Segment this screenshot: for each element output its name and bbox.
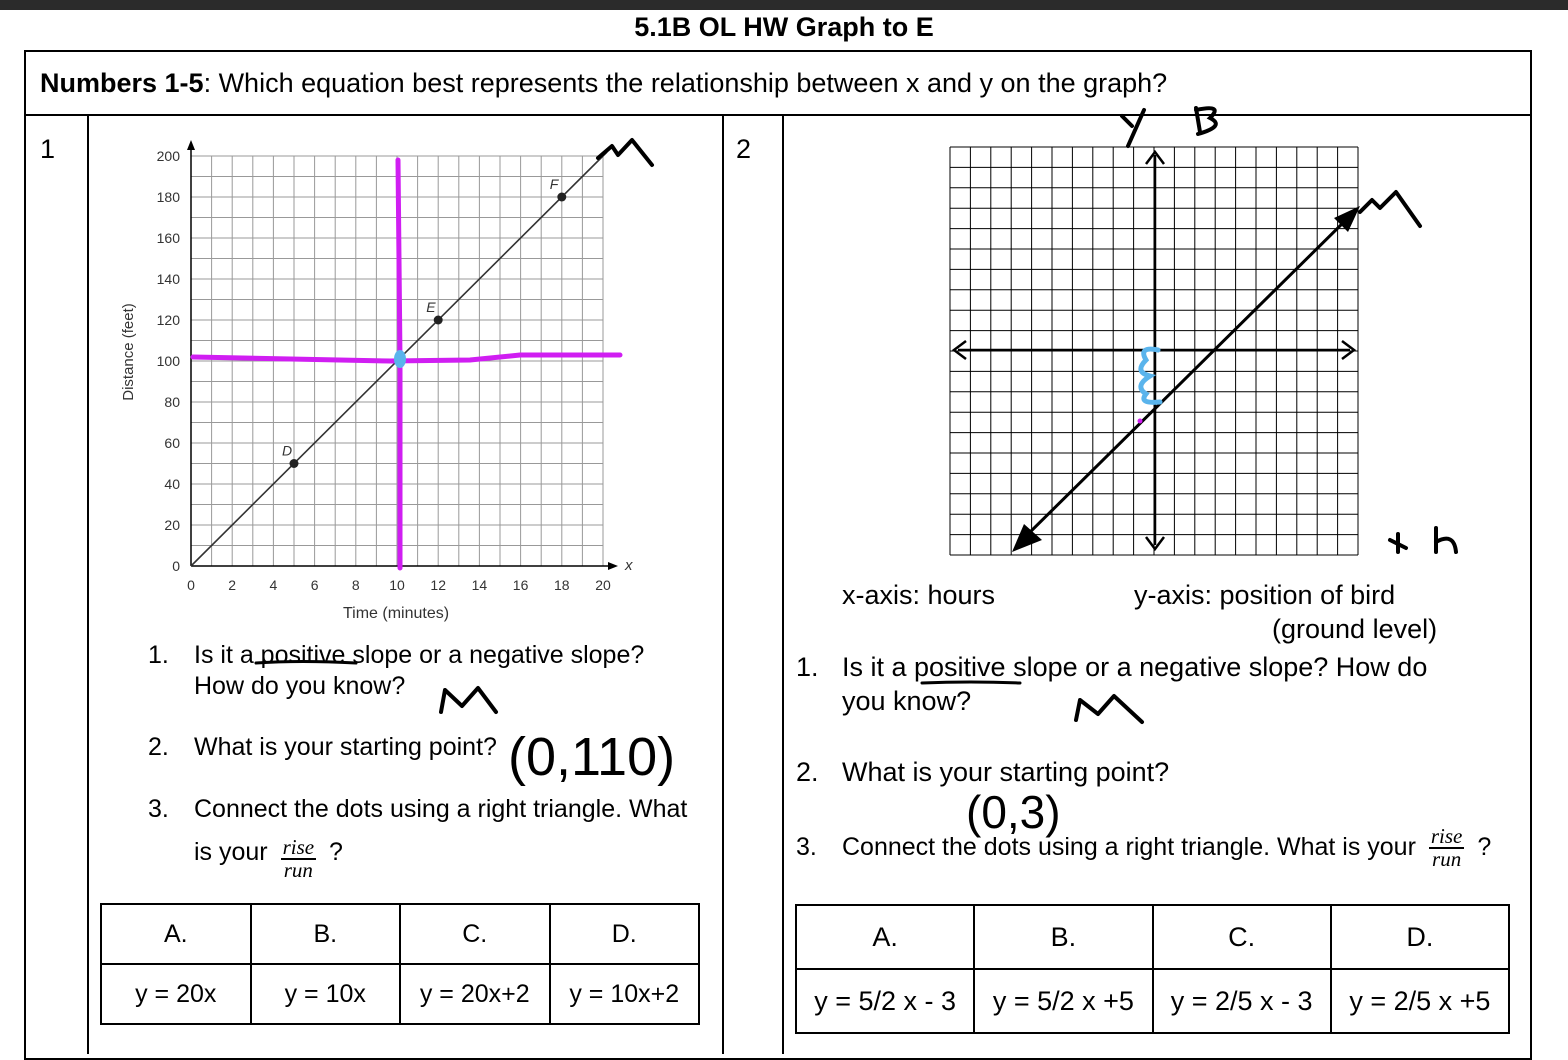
problem-number-1: 1 bbox=[40, 134, 56, 164]
x-tick-label: 0 bbox=[187, 577, 195, 593]
graph-1-y-tick-labels bbox=[157, 148, 181, 574]
p1-choice-label-b[interactable]: B. bbox=[251, 904, 401, 964]
handwritten-x-h-label bbox=[1390, 528, 1456, 552]
p1-choices-table bbox=[100, 903, 700, 1025]
point-D bbox=[290, 459, 299, 468]
problem-2-graph bbox=[930, 100, 1470, 570]
p1-choices-labels bbox=[101, 904, 699, 964]
p2-choices-labels bbox=[796, 905, 1509, 969]
p2-choice-eq-a[interactable]: y = 5/2 x - 3 bbox=[796, 969, 974, 1033]
p2-choices-table bbox=[795, 904, 1510, 1034]
column-divider-1 bbox=[87, 114, 89, 1054]
column-divider-2 bbox=[722, 114, 724, 1054]
handwritten-starting-point-2: (0,3) bbox=[966, 786, 1061, 838]
problem-1-graph bbox=[110, 135, 670, 635]
y-tick-label: 160 bbox=[156, 230, 180, 246]
x-tick-label: 18 bbox=[554, 577, 570, 593]
graph-1-x-tick-labels bbox=[187, 577, 611, 593]
point-label-D: D bbox=[282, 442, 293, 459]
x-tick-label: 12 bbox=[430, 577, 446, 593]
handwritten-underline-positive-2 bbox=[922, 682, 1020, 683]
y-tick-label: 60 bbox=[164, 435, 180, 451]
p1-q2-number: 2. bbox=[148, 733, 169, 761]
y-tick-label: 120 bbox=[156, 312, 180, 328]
p2-q1-number: 1. bbox=[796, 652, 819, 682]
p2-choice-label-b[interactable]: B. bbox=[974, 905, 1152, 969]
x-tick-label: 14 bbox=[471, 577, 488, 593]
handwritten-m-answer-2 bbox=[1076, 696, 1142, 722]
p1-handwriting bbox=[250, 640, 710, 790]
y-tick-label: 180 bbox=[156, 189, 180, 205]
handwritten-m-graph-1 bbox=[598, 140, 652, 165]
p2-q3-number: 3. bbox=[796, 833, 817, 861]
y-tick-label: 40 bbox=[164, 476, 180, 492]
point-E bbox=[434, 316, 443, 325]
problem-number-2: 2 bbox=[736, 134, 752, 164]
x-tick-label: 10 bbox=[389, 577, 405, 593]
handwritten-m-graph-2 bbox=[1360, 192, 1420, 226]
y-tick-label: 0 bbox=[172, 558, 180, 574]
handwritten-y-b-label bbox=[1122, 108, 1216, 146]
blue-intersection-mark bbox=[394, 350, 406, 368]
p2-choice-eq-b[interactable]: y = 5/2 x +5 bbox=[974, 969, 1152, 1033]
point-label-F: F bbox=[549, 176, 559, 192]
p1-question-3 bbox=[148, 794, 714, 884]
p2-choice-eq-c[interactable]: y = 2/5 x - 3 bbox=[1153, 969, 1331, 1033]
p1-choice-eq-d[interactable]: y = 10x+2 bbox=[550, 964, 700, 1024]
rise-over-run-fraction-2: $\frac{\text{rise}}{\text{run}}$ bbox=[1430, 824, 1463, 872]
p1-q2-text: What is your starting point? bbox=[194, 733, 497, 761]
graph-1-ylabel: Distance (feet) bbox=[120, 303, 137, 401]
p2-choices-equations bbox=[796, 969, 1509, 1033]
p1-choice-eq-b[interactable]: y = 10x bbox=[251, 964, 401, 1024]
p2-handwriting bbox=[900, 660, 1160, 840]
x-tick-label: 4 bbox=[269, 577, 278, 593]
x-tick-label: 8 bbox=[351, 577, 360, 593]
top-bar bbox=[0, 0, 1568, 10]
instructions bbox=[40, 68, 1167, 99]
graph-1-x-var: x bbox=[625, 557, 633, 574]
instructions-text: : Which equation best represents the relationship between x and y on the graph? bbox=[203, 68, 1168, 98]
p2-q2-text: What is your starting point? bbox=[842, 757, 1170, 787]
blue-intercept-mark bbox=[1141, 349, 1160, 402]
handwritten-underline-positive bbox=[256, 662, 356, 664]
handwritten-starting-point-1: (0,110) bbox=[508, 727, 676, 787]
p2-q1-text: Is it a positive slope or a negative slope? How do you know? bbox=[842, 652, 1428, 716]
x-tick-label: 16 bbox=[512, 577, 529, 593]
p1-choice-label-c[interactable]: C. bbox=[400, 904, 550, 964]
p2-x-axis-caption: x-axis: hours bbox=[842, 580, 996, 610]
p2-choice-label-d[interactable]: D. bbox=[1331, 905, 1509, 969]
page-title: 5.1B OL HW Graph to E bbox=[634, 12, 934, 42]
p1-choice-eq-c[interactable]: y = 20x+2 bbox=[400, 964, 550, 1024]
p2-y-axis-caption-line2: (ground level) bbox=[1272, 614, 1438, 644]
y-tick-label: 140 bbox=[156, 271, 180, 287]
magenta-horizontal-line bbox=[193, 355, 620, 361]
x-tick-label: 20 bbox=[595, 577, 611, 593]
p1-q3-text: Connect the dots using a right triangle. What is your $\frac{\text{rise}}{\text{run}}$ ? bbox=[194, 795, 688, 883]
p1-q1-number: 1. bbox=[148, 641, 169, 669]
p2-choice-label-c[interactable]: C. bbox=[1153, 905, 1331, 969]
graph-1-points bbox=[282, 176, 566, 468]
graph-1-xlabel: Time (minutes) bbox=[342, 605, 450, 622]
magenta-dot bbox=[1138, 419, 1143, 424]
p2-q3-text: Connect the dots using a right triangle. What is your $\frac{\text{rise}}{\text{run}}$ ? bbox=[842, 824, 1492, 872]
p1-choices-equations bbox=[101, 964, 699, 1024]
y-tick-label: 200 bbox=[156, 148, 180, 164]
point-label-E: E bbox=[426, 299, 436, 315]
p2-choice-label-a[interactable]: A. bbox=[796, 905, 974, 969]
y-tick-label: 100 bbox=[156, 353, 180, 369]
handwritten-m-answer-1 bbox=[441, 688, 496, 712]
p2-q2-number: 2. bbox=[796, 757, 819, 787]
p1-q1-text: Is it a positive slope or a negative slope? How do you know? bbox=[194, 641, 645, 700]
y-tick-label: 80 bbox=[164, 394, 180, 410]
instructions-range: Numbers 1-5 bbox=[40, 68, 204, 98]
p1-choice-label-a[interactable]: A. bbox=[101, 904, 251, 964]
x-tick-label: 6 bbox=[310, 577, 319, 593]
p1-q3-number: 3. bbox=[148, 795, 169, 823]
p1-choice-label-d[interactable]: D. bbox=[550, 904, 700, 964]
p2-y-axis-caption-line1: y-axis: position of bird bbox=[1134, 580, 1396, 610]
p2-choice-eq-d[interactable]: y = 2/5 x +5 bbox=[1331, 969, 1509, 1033]
point-F bbox=[557, 193, 566, 202]
p1-choice-eq-a[interactable]: y = 20x bbox=[101, 964, 251, 1024]
x-tick-label: 2 bbox=[228, 577, 237, 593]
rise-over-run-fraction: $\frac{\text{rise}}{\text{run}}$ bbox=[282, 835, 315, 883]
column-divider-3 bbox=[782, 114, 784, 1054]
graph-2-line bbox=[1012, 206, 1360, 552]
y-tick-label: 20 bbox=[164, 517, 180, 533]
